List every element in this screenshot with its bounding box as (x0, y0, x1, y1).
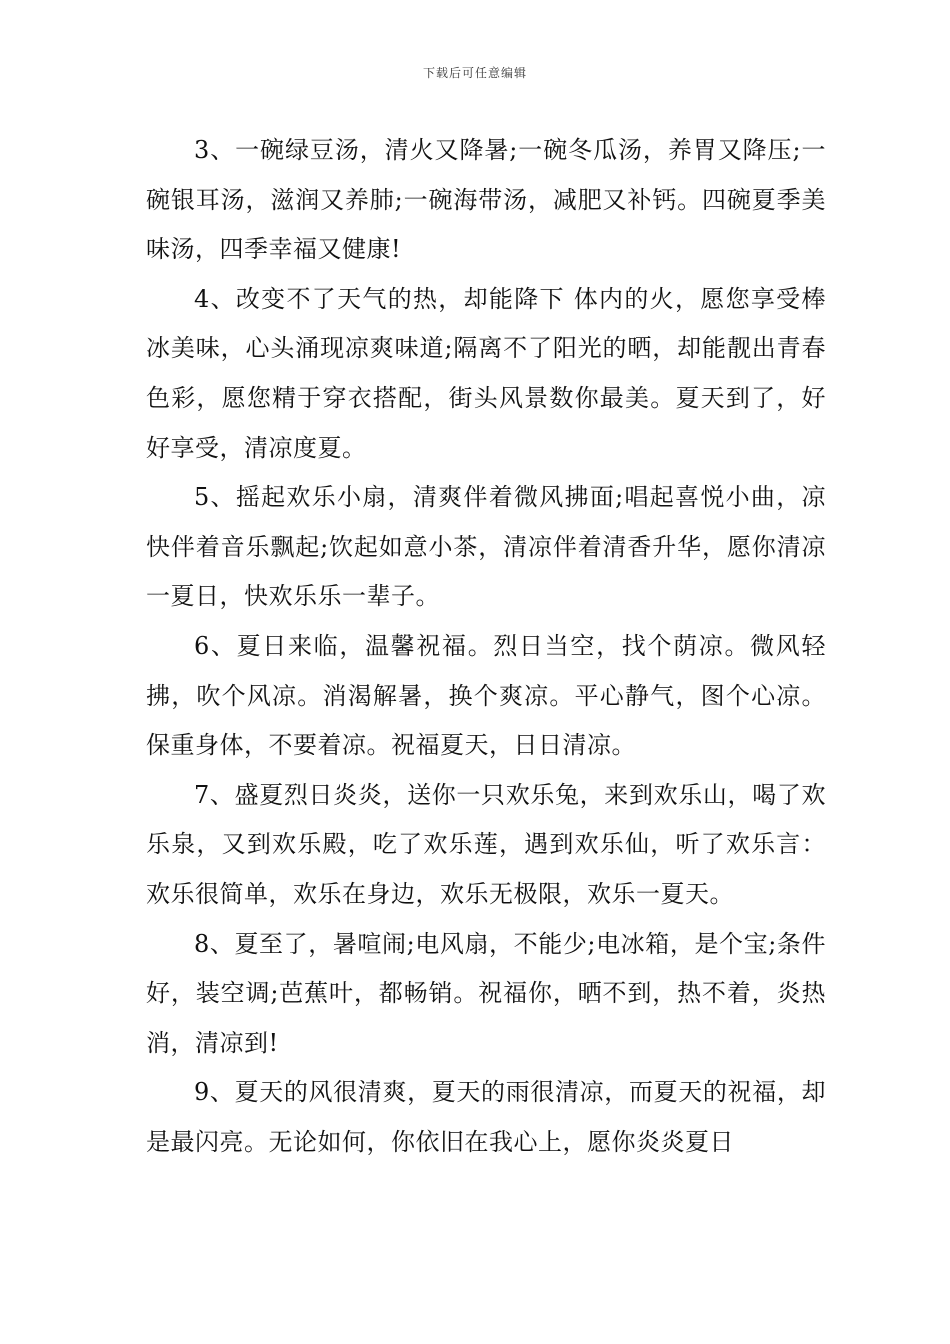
paragraph-8: 8、夏至了，暑喧闹;电风扇，不能少;电冰箱，是个宝;条件好，装空调;芭蕉叶，都畅销。祝福你，晒不到，热不着，炎热消，清凉到! (146, 929, 826, 1057)
paragraph-4: 4、改变不了天气的热，却能降下 体内的火，愿您享受棒冰美味，心头涌现凉爽味道;隔离不了阳光的晒，却能靓出青春色彩，愿您精于穿衣搭配，街头风景数你最美。夏天到了，好好享受，清凉度夏。 (146, 284, 826, 462)
document-body (146, 126, 826, 1167)
paragraph-7: 7、盛夏烈日炎炎，送你一只欢乐兔，来到欢乐山，喝了欢乐泉，又到欢乐殿，吃了欢乐莲，遇到欢乐仙，听了欢乐言：欢乐很简单，欢乐在身边，欢乐无极限，欢乐一夏天。 (146, 780, 826, 908)
page-header: 下载后可任意编辑 (422, 66, 527, 80)
paragraph-3: 3、一碗绿豆汤，清火又降暑;一碗冬瓜汤，养胃又降压;一碗银耳汤，滋润又养肺;一碗海带汤，减肥又补钙。四碗夏季美味汤，四季幸福又健康! (146, 136, 826, 264)
paragraph-9: 9、夏天的风很清爽，夏天的雨很清凉，而夏天的祝福，却是最闪亮。无论如何，你依旧在我心上，愿你炎炎夏日 (146, 1078, 826, 1156)
paragraph-6: 6、夏日来临，温馨祝福。烈日当空，找个荫凉。微风轻拂，吹个风凉。消渴解暑，换个爽凉。平心静气，图个心凉。保重身体，不要着凉。祝福夏天，日日清凉。 (146, 631, 826, 760)
paragraph-5: 5、摇起欢乐小扇，清爽伴着微风拂面;唱起喜悦小曲，凉快伴着音乐飘起;饮起如意小茶，清凉伴着清香升华，愿你清凉一夏日，快欢乐乐一辈子。 (146, 483, 826, 611)
